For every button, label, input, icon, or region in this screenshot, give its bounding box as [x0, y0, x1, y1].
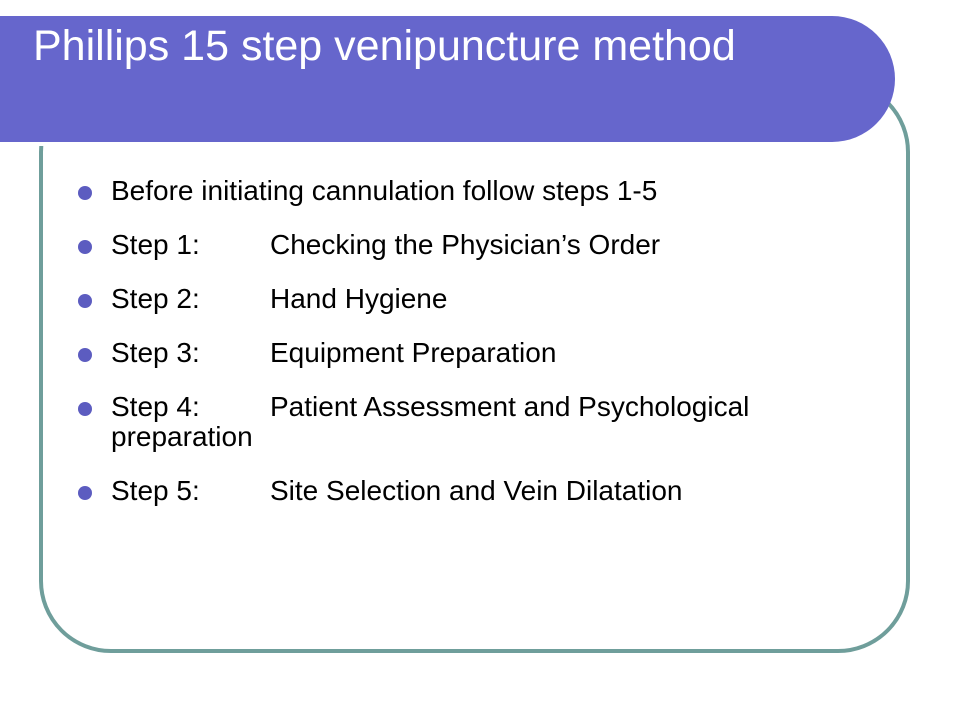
bullet-item-step-1: [78, 230, 878, 260]
title-underline: [0, 142, 848, 146]
bullet-text: Before initiating cannulation follow steps 1-5: [111, 175, 658, 206]
step-text: Patient Assessment and Psychological preparation: [111, 391, 750, 452]
bullet-dot-icon: [78, 402, 92, 416]
step-label: Step 3:: [111, 337, 200, 368]
step-label: Step 1:: [111, 229, 200, 260]
bullet-dot-icon: [78, 486, 92, 500]
step-label: Step 2:: [111, 283, 200, 314]
bullet-dot-icon: [78, 294, 92, 308]
bullet-dot-icon: [78, 240, 92, 254]
bullet-item-step-3: [78, 338, 878, 368]
bullet-item-step-2: [78, 284, 878, 314]
bullet-dot-icon: [78, 186, 92, 200]
step-label: Step 4:: [111, 391, 200, 422]
bullet-item-step-5: [78, 476, 878, 506]
bullet-item-step-4: [78, 392, 878, 452]
bullet-list: [78, 176, 878, 530]
step-text: Hand Hygiene: [270, 283, 448, 314]
bullet-item-intro: [78, 176, 878, 206]
step-text: Checking the Physician’s Order: [270, 229, 661, 260]
bullet-dot-icon: [78, 348, 92, 362]
step-text: Site Selection and Vein Dilatation: [270, 475, 683, 506]
step-label: Step 5:: [111, 475, 200, 506]
step-text: Equipment Preparation: [270, 337, 557, 368]
slide-title: Phillips 15 step venipuncture method: [33, 22, 736, 70]
